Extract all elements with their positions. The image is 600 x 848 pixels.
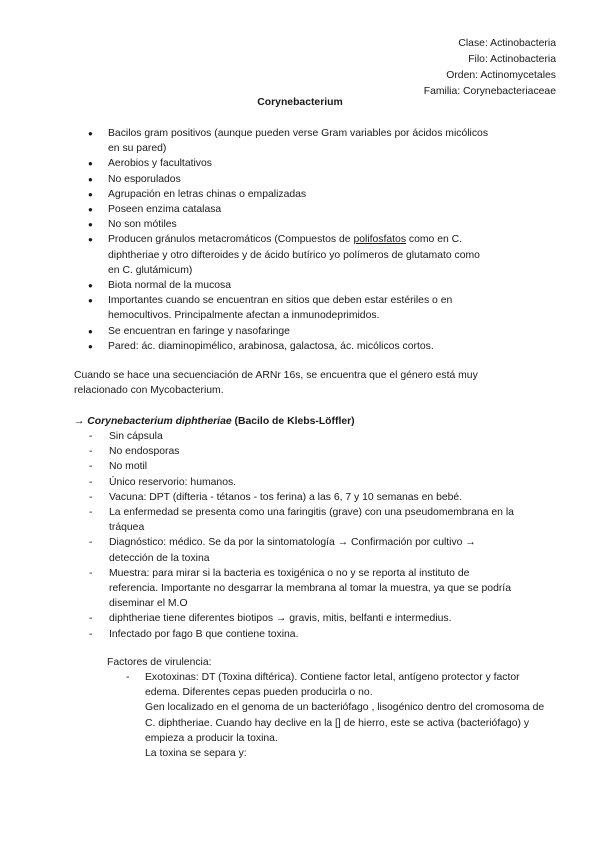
- species-common-name: (Bacilo de Klebs-Löffler): [231, 416, 355, 427]
- list-item: - Muestra: para mirar si la bacteria es toxigénica o no y se reporta al instituto de referencia. Importante no desgarrar la membrana al tomar la muestra, ya que se podría diseminar el M.O: [89, 566, 519, 612]
- page-title: Corynebacterium: [257, 97, 343, 108]
- sequencing-paragraph: Cuando se hace una secuenciación de ARNr 16s, se encuentra que el género está muy relacionado con Mycobacterium.: [74, 370, 478, 397]
- list-item: [82, 232, 492, 278]
- exotoxins-gene-text: Gen localizado en el genoma de un bacteriófago , lisogénico dentro del cromosoma de C. diphtheriae. Cuando hay declive en la [] de hierro, este se activa (bacteriófago) y empieza a producir la toxina.: [145, 702, 545, 744]
- virulence-factors-label: Factores de virulencia:: [107, 657, 212, 668]
- list-item-text: Producen gránulos metacromáticos (Compuestos de: [108, 234, 354, 246]
- taxonomy-order: Orden: Actinomycetales: [446, 70, 556, 81]
- list-item: ● Agrupación en letras chinas o empalizadas: [82, 187, 492, 202]
- taxonomy-phylum: Filo: Actinobacteria: [468, 54, 556, 65]
- list-item: ● No son mótiles: [82, 217, 492, 232]
- diphtheriae-features-list: [89, 429, 519, 642]
- list-item: - Diagnóstico: médico. Se da por la sintomatología → Confirmación por cultivo → detección de la toxina: [89, 535, 519, 565]
- exotoxins-item: [126, 670, 545, 761]
- list-item: - Único reservorio: humanos.: [89, 475, 519, 490]
- list-item: - Sin cápsula: [89, 429, 519, 444]
- list-item: - No motil: [89, 459, 519, 474]
- exotoxins-toxin-text: La toxina se separa y:: [145, 748, 247, 760]
- species-heading: [74, 414, 355, 429]
- list-item: ● No esporulados: [82, 172, 492, 187]
- list-item: ● Importantes cuando se encuentran en sitios que deben estar estériles o en hemocultivos. Principalmente afectan a inmunodeprimidos.: [82, 293, 492, 323]
- characteristics-list: [82, 126, 492, 354]
- list-item: - No endosporas: [89, 444, 519, 459]
- taxonomy-class: Clase: Actinobacteria: [458, 38, 556, 49]
- list-item-text: como en C. diphtheriae y otro difteroides y de ácido butírico yo polímeros de glutamato como en C. glutámicum): [108, 234, 480, 276]
- list-item: ● Aerobios y facultativos: [82, 156, 492, 171]
- arrow-icon: →: [74, 416, 88, 427]
- list-item: ● Bacilos gram positivos (aunque pueden verse Gram variables por ácidos micólicos en su pared): [82, 126, 492, 156]
- list-item: - Vacuna: DPT (difteria - tétanos - tos ferina) a las 6, 7 y 10 semanas en bebé.: [89, 490, 519, 505]
- taxonomy-family: Familia: Corynebacteriaceae: [423, 86, 556, 97]
- list-item: - Infectado por fago B que contiene toxina.: [89, 627, 519, 642]
- species-name: Corynebacterium diphtheriae: [87, 416, 232, 427]
- list-item: - diphtheriae tiene diferentes biotipos → gravis, mitis, belfanti e intermedius.: [89, 611, 519, 626]
- underlined-term: polifosfatos: [353, 234, 407, 246]
- list-item: ● Biota normal de la mucosa: [82, 278, 492, 293]
- list-item: ● Pared: ác. diaminopimélico, arabinosa, galactosa, ác. micólicos cortos.: [82, 339, 492, 354]
- exotoxins-text: - Exotoxinas: DT (Toxina diftérica). Contiene factor letal, antígeno protector y factor edema. Diferentes cepas pueden producirla o no.: [145, 672, 520, 699]
- taxonomy-block: [424, 36, 556, 100]
- list-item: ● Se encuentran en faringe y nasofaringe: [82, 324, 492, 339]
- list-item: - La enfermedad se presenta como una faringitis (grave) con una pseudomembrana en la tráquea: [89, 505, 519, 535]
- list-item: ● Poseen enzima catalasa: [82, 202, 492, 217]
